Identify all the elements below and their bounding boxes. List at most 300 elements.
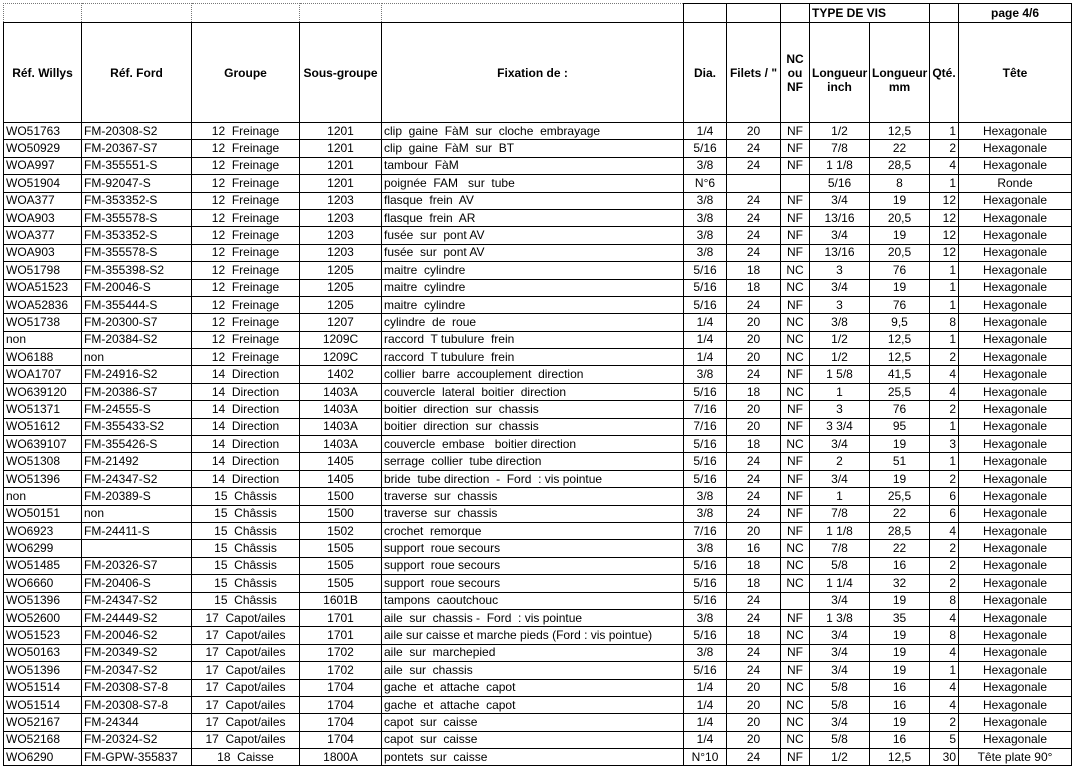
cell-ref-ford: FM-20406-S (82, 575, 192, 592)
cell-tete: Hexagonale (959, 557, 1072, 574)
cell-dia: 1/4 (684, 679, 727, 696)
cell-nc-nf: NF (781, 453, 810, 470)
cell-ref-willys: non (4, 488, 82, 505)
cell-longueur-mm: 22 (870, 540, 930, 557)
cell-dia: 7/16 (684, 522, 727, 539)
cell-fixation: serrage collier tube direction (382, 453, 684, 470)
cell-tete: Hexagonale (959, 123, 1072, 140)
cell-tete: Hexagonale (959, 157, 1072, 174)
cell-ref-ford: FM-20349-S2 (82, 644, 192, 661)
cell-ref-ford: FM-24347-S2 (82, 592, 192, 609)
cell-tete: Hexagonale (959, 592, 1072, 609)
cell-ref-willys: WO50163 (4, 644, 82, 661)
cell-qte: 30 (930, 749, 959, 766)
cell-ref-ford: FM-20308-S2 (82, 123, 192, 140)
cell-ref-ford: FM-20326-S7 (82, 557, 192, 574)
cell-dia: 5/16 (684, 383, 727, 400)
cell-qte: 6 (930, 505, 959, 522)
cell-sous-groupe: 1701 (300, 609, 382, 626)
cell-longueur-mm: 12,5 (870, 749, 930, 766)
table-row (4, 209, 1072, 226)
cell-ref-willys: WO50929 (4, 140, 82, 157)
cell-ref-ford: FM-24347-S2 (82, 470, 192, 487)
cell-sous-groupe: 1405 (300, 453, 382, 470)
cell-qte: 4 (930, 157, 959, 174)
cell-filets: 20 (727, 696, 781, 713)
col-dia: Dia. (684, 23, 727, 123)
cell-nc-nf: NF (781, 401, 810, 418)
table-row (4, 157, 1072, 174)
table-row (4, 175, 1072, 192)
cell-ref-willys: WOA903 (4, 209, 82, 226)
cell-qte: 12 (930, 192, 959, 209)
cell-nc-nf: NC (781, 679, 810, 696)
cell-dia: 5/16 (684, 279, 727, 296)
cell-ref-ford (82, 540, 192, 557)
cell-filets: 24 (727, 749, 781, 766)
cell-ref-willys: WOA997 (4, 157, 82, 174)
cell-nc-nf (781, 175, 810, 192)
cell-tete: Hexagonale (959, 436, 1072, 453)
cell-tete: Hexagonale (959, 662, 1072, 679)
table-row (4, 366, 1072, 383)
cell-ref-ford: FM-24555-S (82, 401, 192, 418)
cell-ref-willys: WO6299 (4, 540, 82, 557)
cell-filets: 20 (727, 679, 781, 696)
table-row (4, 540, 1072, 557)
table-row (4, 349, 1072, 366)
cell-nc-nf: NC (781, 575, 810, 592)
cell-sous-groupe: 1403A (300, 401, 382, 418)
cell-ref-ford: non (82, 505, 192, 522)
cell-groupe: 17 Capot/ailes (192, 627, 300, 644)
cell-sous-groupe: 1201 (300, 175, 382, 192)
cell-tete: Hexagonale (959, 401, 1072, 418)
cell-ref-willys: WO51523 (4, 627, 82, 644)
cell-longueur-inch: 1 3/8 (810, 609, 870, 626)
cell-longueur-mm: 12,5 (870, 331, 930, 348)
cell-nc-nf: NF (781, 662, 810, 679)
cell-qte: 2 (930, 401, 959, 418)
cell-dia: 7/16 (684, 418, 727, 435)
cell-groupe: 15 Châssis (192, 575, 300, 592)
col-ref-ford: Réf. Ford (82, 23, 192, 123)
cell-ref-willys: WO52168 (4, 731, 82, 748)
cell-tete: Tête plate 90° (959, 749, 1072, 766)
cell-ref-ford: FM-24449-S2 (82, 609, 192, 626)
cell-groupe: 12 Freinage (192, 192, 300, 209)
cell-ref-ford: FM-20347-S2 (82, 662, 192, 679)
cell-filets: 18 (727, 279, 781, 296)
col-ncnf: NC ou NF (781, 23, 810, 123)
table-row (4, 609, 1072, 626)
table-row (4, 331, 1072, 348)
cell-qte: 8 (930, 627, 959, 644)
cell-nc-nf: NF (781, 227, 810, 244)
cell-ref-ford: FM-24344 (82, 714, 192, 731)
cell-fixation: collier barre accouplement direction (382, 366, 684, 383)
cell-ref-willys: WO52167 (4, 714, 82, 731)
cell-qte: 2 (930, 349, 959, 366)
table-row (4, 557, 1072, 574)
cell-tete: Hexagonale (959, 731, 1072, 748)
cell-dia: 5/16 (684, 627, 727, 644)
cell-tete: Hexagonale (959, 575, 1072, 592)
cell-longueur-inch: 7/8 (810, 540, 870, 557)
cell-sous-groupe: 1704 (300, 731, 382, 748)
cell-ref-ford: FM-24411-S (82, 522, 192, 539)
cell-ref-ford: FM-GPW-355837 (82, 749, 192, 766)
cell-filets: 18 (727, 262, 781, 279)
table-row (4, 453, 1072, 470)
cell-ref-willys: WO6290 (4, 749, 82, 766)
cell-nc-nf: NF (781, 296, 810, 313)
cell-filets: 24 (727, 470, 781, 487)
table-row (4, 714, 1072, 731)
cell-fixation: bride tube direction - Ford : vis pointue (382, 470, 684, 487)
cell-longueur-mm: 32 (870, 575, 930, 592)
cell-dia: 3/8 (684, 157, 727, 174)
cell-qte: 4 (930, 696, 959, 713)
cell-sous-groupe: 1402 (300, 366, 382, 383)
cell-tete: Hexagonale (959, 383, 1072, 400)
cell-longueur-inch: 5/16 (810, 175, 870, 192)
cell-ref-willys: WO51612 (4, 418, 82, 435)
col-fixation: Fixation de : (382, 23, 684, 123)
cell-longueur-mm: 76 (870, 401, 930, 418)
table-row (4, 505, 1072, 522)
cell-ref-ford: FM-355578-S (82, 244, 192, 261)
cell-filets: 24 (727, 366, 781, 383)
cell-longueur-inch: 1/2 (810, 749, 870, 766)
cell-nc-nf: NF (781, 418, 810, 435)
cell-ref-willys: WO51514 (4, 696, 82, 713)
cell-qte: 1 (930, 262, 959, 279)
col-qte: Qté. (930, 23, 959, 123)
cell-filets: 20 (727, 401, 781, 418)
cell-qte: 4 (930, 644, 959, 661)
cell-fixation: flasque frein AR (382, 209, 684, 226)
cell-fixation: traverse sur chassis (382, 505, 684, 522)
cell-ref-willys: WO639107 (4, 436, 82, 453)
cell-ref-ford: FM-353352-S (82, 227, 192, 244)
cell-tete: Hexagonale (959, 696, 1072, 713)
cell-tete: Hexagonale (959, 331, 1072, 348)
cell-filets: 24 (727, 244, 781, 261)
cell-groupe: 17 Capot/ailes (192, 609, 300, 626)
cell-tete: Hexagonale (959, 540, 1072, 557)
cell-sous-groupe: 1201 (300, 157, 382, 174)
cell-fixation: aile sur caisse et marche pieds (Ford : vis pointue) (382, 627, 684, 644)
cell-ref-willys: WO6188 (4, 349, 82, 366)
cell-dia: 3/8 (684, 488, 727, 505)
cell-longueur-mm: 19 (870, 662, 930, 679)
cell-tete: Hexagonale (959, 714, 1072, 731)
cell-tete: Hexagonale (959, 244, 1072, 261)
cell-dia: 3/8 (684, 540, 727, 557)
table-row (4, 383, 1072, 400)
cell-longueur-mm: 9,5 (870, 314, 930, 331)
cell-fixation: boitier direction sur chassis (382, 401, 684, 418)
cell-longueur-inch: 3/4 (810, 470, 870, 487)
cell-longueur-mm: 35 (870, 609, 930, 626)
cell-qte: 1 (930, 453, 959, 470)
cell-fixation: flasque frein AV (382, 192, 684, 209)
cell-filets: 24 (727, 505, 781, 522)
cell-filets: 18 (727, 557, 781, 574)
table-row (4, 123, 1072, 140)
cell-dia: 3/8 (684, 609, 727, 626)
cell-qte: 3 (930, 436, 959, 453)
cell-filets (727, 175, 781, 192)
cell-qte: 8 (930, 314, 959, 331)
table-row (4, 279, 1072, 296)
cell-qte: 1 (930, 123, 959, 140)
cell-longueur-inch: 3/4 (810, 627, 870, 644)
cell-nc-nf: NC (781, 714, 810, 731)
cell-dia: 3/8 (684, 366, 727, 383)
cell-nc-nf: NF (781, 123, 810, 140)
cell-dia: 5/16 (684, 436, 727, 453)
cell-fixation: tampons caoutchouc (382, 592, 684, 609)
cell-dia: 3/8 (684, 209, 727, 226)
cell-ref-willys: WO51308 (4, 453, 82, 470)
cell-groupe: 12 Freinage (192, 331, 300, 348)
cell-groupe: 14 Direction (192, 418, 300, 435)
table-row (4, 696, 1072, 713)
cell-filets: 20 (727, 123, 781, 140)
col-longueur-inch: Longueur inch (810, 23, 870, 123)
cell-tete: Hexagonale (959, 522, 1072, 539)
cell-qte: 2 (930, 557, 959, 574)
cell-filets: 24 (727, 592, 781, 609)
cell-dia: 3/8 (684, 227, 727, 244)
cell-qte: 1 (930, 331, 959, 348)
cell-sous-groupe: 1505 (300, 540, 382, 557)
cell-qte: 1 (930, 296, 959, 313)
cell-longueur-inch: 1/2 (810, 349, 870, 366)
cell-fixation: gache et attache capot (382, 679, 684, 696)
cell-sous-groupe: 1205 (300, 262, 382, 279)
cell-qte: 1 (930, 279, 959, 296)
cell-qte: 1 (930, 662, 959, 679)
cell-longueur-inch: 3 (810, 262, 870, 279)
cell-nc-nf: NF (781, 470, 810, 487)
cell-longueur-inch: 3/4 (810, 644, 870, 661)
cell-sous-groupe: 1701 (300, 627, 382, 644)
table-row (4, 470, 1072, 487)
cell-tete: Hexagonale (959, 418, 1072, 435)
cell-groupe: 12 Freinage (192, 349, 300, 366)
cell-longueur-inch: 3/4 (810, 436, 870, 453)
cell-sous-groupe: 1207 (300, 314, 382, 331)
cell-longueur-mm: 19 (870, 470, 930, 487)
cell-ref-ford: FM-355444-S (82, 296, 192, 313)
cell-sous-groupe: 1205 (300, 296, 382, 313)
cell-longueur-mm: 25,5 (870, 488, 930, 505)
cell-ref-ford: non (82, 349, 192, 366)
cell-sous-groupe: 1203 (300, 209, 382, 226)
cell-groupe: 15 Châssis (192, 557, 300, 574)
cell-nc-nf: NF (781, 140, 810, 157)
cell-longueur-mm: 19 (870, 714, 930, 731)
cell-longueur-inch: 3 (810, 401, 870, 418)
cell-ref-willys: WO51514 (4, 679, 82, 696)
cell-qte: 2 (930, 575, 959, 592)
col-filets: Filets / " (727, 23, 781, 123)
cell-sous-groupe: 1203 (300, 244, 382, 261)
cell-dia: 5/16 (684, 140, 727, 157)
cell-longueur-mm: 76 (870, 262, 930, 279)
cell-groupe: 15 Châssis (192, 505, 300, 522)
col-ref-willys: Réf. Willys (4, 23, 82, 123)
cell-sous-groupe: 1505 (300, 557, 382, 574)
cell-dia: 7/16 (684, 401, 727, 418)
cell-dia: N°6 (684, 175, 727, 192)
cell-ref-willys: WO50151 (4, 505, 82, 522)
cell-groupe: 12 Freinage (192, 209, 300, 226)
cell-longueur-mm: 16 (870, 679, 930, 696)
cell-ref-willys: WOA52836 (4, 296, 82, 313)
cell-sous-groupe: 1403A (300, 418, 382, 435)
cell-groupe: 14 Direction (192, 453, 300, 470)
cell-longueur-inch: 5/8 (810, 679, 870, 696)
cell-dia: 5/16 (684, 470, 727, 487)
cell-longueur-mm: 19 (870, 279, 930, 296)
column-header-row (4, 23, 1072, 123)
cell-filets: 24 (727, 609, 781, 626)
cell-groupe: 14 Direction (192, 470, 300, 487)
cell-longueur-mm: 19 (870, 436, 930, 453)
cell-ref-willys: WO52600 (4, 609, 82, 626)
cell-sous-groupe: 1205 (300, 279, 382, 296)
cell-ref-ford: FM-20324-S2 (82, 731, 192, 748)
cell-fixation: raccord T tubulure frein (382, 349, 684, 366)
cell-longueur-mm: 12,5 (870, 349, 930, 366)
cell-qte: 12 (930, 209, 959, 226)
cell-groupe: 17 Capot/ailes (192, 679, 300, 696)
cell-nc-nf: NF (781, 522, 810, 539)
cell-longueur-inch: 1/2 (810, 331, 870, 348)
cell-filets: 18 (727, 575, 781, 592)
cell-longueur-mm: 28,5 (870, 157, 930, 174)
cell-qte: 5 (930, 731, 959, 748)
cell-nc-nf: NF (781, 366, 810, 383)
cell-sous-groupe: 1704 (300, 679, 382, 696)
cell-dia: 5/16 (684, 296, 727, 313)
table-row (4, 731, 1072, 748)
cell-fixation: traverse sur chassis (382, 488, 684, 505)
cell-ref-willys: WOA51523 (4, 279, 82, 296)
table-row (4, 575, 1072, 592)
cell-longueur-mm: 8 (870, 175, 930, 192)
cell-ref-willys: WOA377 (4, 227, 82, 244)
cell-groupe: 12 Freinage (192, 296, 300, 313)
cell-nc-nf: NC (781, 314, 810, 331)
cell-longueur-mm: 20,5 (870, 244, 930, 261)
cell-dia: 3/8 (684, 505, 727, 522)
cell-groupe: 17 Capot/ailes (192, 731, 300, 748)
cell-sous-groupe: 1500 (300, 505, 382, 522)
cell-longueur-mm: 22 (870, 140, 930, 157)
cell-groupe: 12 Freinage (192, 123, 300, 140)
cell-groupe: 14 Direction (192, 383, 300, 400)
cell-groupe: 17 Capot/ailes (192, 662, 300, 679)
cell-tete: Hexagonale (959, 679, 1072, 696)
cell-ref-ford: FM-21492 (82, 453, 192, 470)
cell-sous-groupe: 1209C (300, 349, 382, 366)
cell-fixation: couvercle lateral boitier direction (382, 383, 684, 400)
cell-nc-nf: NF (781, 244, 810, 261)
cell-groupe: 12 Freinage (192, 227, 300, 244)
cell-filets: 18 (727, 383, 781, 400)
cell-nc-nf: NC (781, 540, 810, 557)
cell-ref-willys: non (4, 331, 82, 348)
cell-groupe: 14 Direction (192, 401, 300, 418)
cell-nc-nf: NF (781, 157, 810, 174)
cell-sous-groupe: 1203 (300, 192, 382, 209)
cell-fixation: poignée FAM sur tube (382, 175, 684, 192)
cell-longueur-inch: 3/4 (810, 279, 870, 296)
cell-dia: 5/16 (684, 592, 727, 609)
cell-ref-ford: FM-20384-S2 (82, 331, 192, 348)
cell-dia: 5/16 (684, 453, 727, 470)
cell-filets: 24 (727, 227, 781, 244)
cell-fixation: maitre cylindre (382, 262, 684, 279)
cell-nc-nf: NF (781, 488, 810, 505)
cell-nc-nf: NC (781, 349, 810, 366)
cell-fixation: capot sur caisse (382, 714, 684, 731)
cell-sous-groupe: 1405 (300, 470, 382, 487)
cell-groupe: 12 Freinage (192, 314, 300, 331)
cell-ref-ford: FM-355551-S (82, 157, 192, 174)
cell-fixation: raccord T tubulure frein (382, 331, 684, 348)
cell-sous-groupe: 1505 (300, 575, 382, 592)
cell-sous-groupe: 1201 (300, 140, 382, 157)
cell-dia: 1/4 (684, 714, 727, 731)
cell-qte: 1 (930, 175, 959, 192)
cell-fixation: maitre cylindre (382, 279, 684, 296)
cell-nc-nf: NC (781, 557, 810, 574)
cell-tete: Hexagonale (959, 192, 1072, 209)
cell-tete: Hexagonale (959, 140, 1072, 157)
cell-qte: 1 (930, 418, 959, 435)
cell-longueur-inch: 2 (810, 453, 870, 470)
cell-fixation: clip gaine FàM sur cloche embrayage (382, 123, 684, 140)
table-row (4, 749, 1072, 766)
type-de-vis-label: TYPE DE VIS (810, 4, 930, 23)
cell-longueur-mm: 19 (870, 627, 930, 644)
cell-longueur-inch: 5/8 (810, 557, 870, 574)
col-groupe: Groupe (192, 23, 300, 123)
cell-ref-willys: WO51396 (4, 662, 82, 679)
cell-longueur-mm: 25,5 (870, 383, 930, 400)
cell-fixation: boitier direction sur chassis (382, 418, 684, 435)
cell-sous-groupe: 1403A (300, 436, 382, 453)
cell-nc-nf: NF (781, 609, 810, 626)
cell-ref-ford: FM-355578-S (82, 209, 192, 226)
cell-groupe: 17 Capot/ailes (192, 644, 300, 661)
cell-longueur-inch: 3 3/4 (810, 418, 870, 435)
cell-filets: 20 (727, 731, 781, 748)
cell-qte: 4 (930, 383, 959, 400)
cell-longueur-inch: 1/2 (810, 123, 870, 140)
cell-filets: 20 (727, 314, 781, 331)
cell-ref-willys: WO51763 (4, 123, 82, 140)
cell-tete: Hexagonale (959, 314, 1072, 331)
table-row (4, 644, 1072, 661)
cell-ref-ford: FM-20308-S7-8 (82, 679, 192, 696)
